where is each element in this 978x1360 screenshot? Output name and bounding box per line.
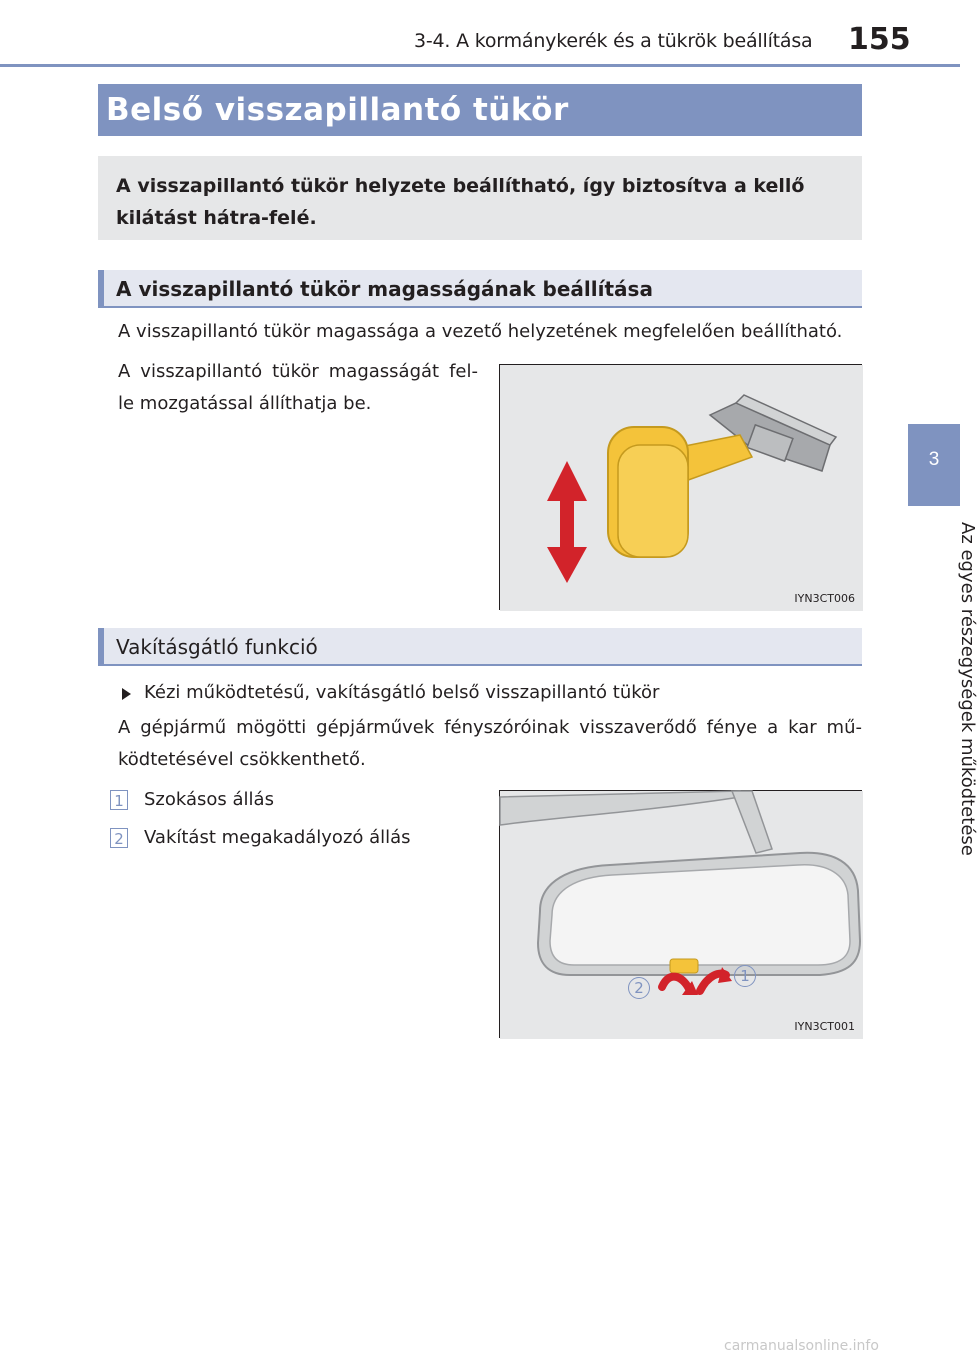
figure-code: IYN3CT006 [794, 592, 855, 605]
chapter-title-vertical [912, 522, 978, 862]
page-title: Belső visszapillantó tükör [98, 84, 862, 136]
section1-paragraph-2 [118, 356, 478, 420]
section1-paragraph-2-line1: A visszapillantó tükör magasságát fel- [118, 361, 478, 382]
chapter-tab[interactable]: 3 [908, 424, 960, 506]
section2-bullet: Kézi működtetésű, vakításgátló belső visszapillantó tükör [144, 682, 660, 703]
mirror-height-illustration [500, 365, 863, 611]
section-heading-antiglare: Vakításgátló funkció [98, 628, 862, 666]
item-number-2: 2 [110, 828, 128, 848]
section2-paragraph [118, 712, 862, 776]
section-heading-height: A visszapillantó tükör magasságának beállítása [98, 270, 862, 308]
item-label-1: Szokásos állás [144, 789, 274, 810]
figure-label-2: 2 [628, 977, 650, 999]
figure-code: IYN3CT001 [794, 1020, 855, 1033]
header-rule [0, 64, 960, 67]
item-number-1: 1 [110, 790, 128, 810]
intro-text: A visszapillantó tükör helyzete beállítható, így biztosítva a kellő kilátást hátra-felé. [116, 175, 805, 229]
figure-antiglare-mirror [499, 790, 862, 1038]
chapter-title: Az egyes részegységek működtetése [957, 522, 978, 856]
bullet-triangle-icon [122, 688, 131, 700]
figure-mirror-height [499, 364, 862, 610]
antiglare-mirror-illustration [500, 791, 863, 1039]
section2-paragraph-line2: ködtetésével csökkenthető. [118, 749, 366, 770]
section1-paragraph: A visszapillantó tükör magassága a vezető helyzetének megfelelően beállítható. [118, 321, 843, 342]
running-header: 3-4. A kormánykerék és a tükrök beállítása [414, 30, 813, 52]
page-number: 155 [848, 22, 911, 57]
section2-paragraph-line1: A gépjármű mögötti gépjárművek fényszóróinak visszaverődő fénye a kar mű- [118, 717, 862, 738]
footer-watermark[interactable]: carmanualsonline.info [724, 1338, 879, 1354]
figure-label-1: 1 [734, 965, 756, 987]
item-label-2: Vakítást megakadályozó állás [144, 827, 411, 848]
section1-paragraph-2-line2: le mozgatással állíthatja be. [118, 393, 372, 414]
intro-box [98, 156, 862, 240]
